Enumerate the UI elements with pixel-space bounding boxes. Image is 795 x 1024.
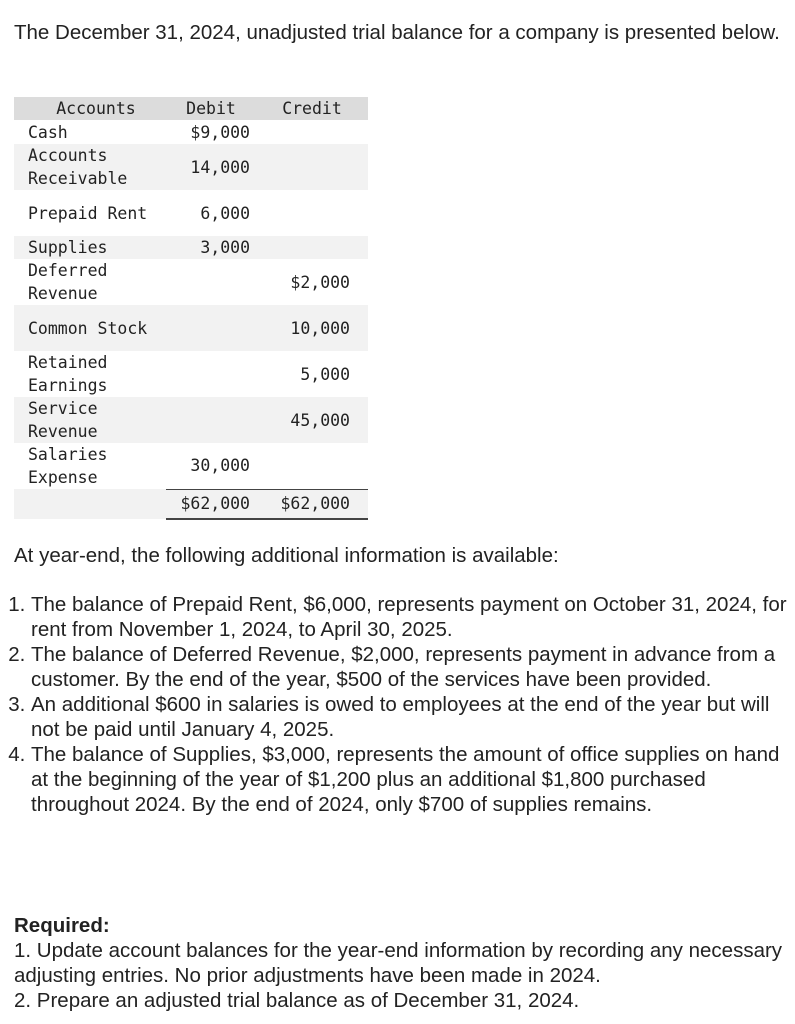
table-row <box>14 351 368 397</box>
required-title: Required: <box>14 914 110 937</box>
account-name: Accounts Receivable <box>14 144 166 190</box>
account-name: Cash <box>28 122 68 142</box>
list-item: 2. The balance of Deferred Revenue, $2,000, represents payment in advance from a customer. By the end of the year, $500 of the services have been provided. <box>31 642 790 692</box>
total-debit: $62,000 <box>166 489 256 519</box>
credit-value <box>256 120 368 144</box>
header-accounts: Accounts <box>14 97 166 120</box>
debit-value: 30,000 <box>190 456 250 476</box>
table-row <box>14 259 368 305</box>
credit-value: 5,000 <box>300 364 350 384</box>
list-item: 1. Update account balances for the year-end information by recording any necessary adjusting entries. No prior adjustments have been made in 2024. <box>14 939 783 987</box>
account-name: Prepaid Rent <box>28 203 148 223</box>
list-item: 3. An additional $600 in salaries is owed to employees at the end of the year but will not be paid until January 4, 2025. <box>31 692 790 742</box>
debit-value: 6,000 <box>200 203 250 223</box>
debit-value <box>166 259 256 305</box>
table-row <box>14 120 368 144</box>
debit-value <box>166 397 256 443</box>
header-credit: Credit <box>256 97 368 120</box>
list-item: 4. The balance of Supplies, $3,000, represents the amount of office supplies on hand at the beginning of the year of $1,200 plus an additional $1,800 purchased throughout 2024. By the end of 2024, only $700 of supplies remains. <box>31 742 790 817</box>
table-row <box>14 144 368 190</box>
debit-value: $9,000 <box>190 122 250 142</box>
account-name: Retained Earnings <box>28 353 108 395</box>
credit-value: $2,000 <box>290 272 350 292</box>
account-name: Service Revenue <box>14 397 166 443</box>
totals-row <box>14 489 368 519</box>
credit-value: 10,000 <box>256 305 368 351</box>
account-name: Supplies <box>14 236 166 259</box>
required-list <box>14 938 784 1013</box>
additional-info-heading: At year-end, the following additional information is available: <box>14 544 559 567</box>
totals-spacer <box>14 489 166 519</box>
list-item: 1. The balance of Prepaid Rent, $6,000, represents payment on October 31, 2024, for rent from November 1, 2024, to April 30, 2025. <box>31 592 790 642</box>
debit-value: 3,000 <box>166 236 256 259</box>
list-item: 2. Prepare an adjusted trial balance as of December 31, 2024. <box>14 989 580 1012</box>
intro-text: The December 31, 2024, unadjusted trial balance for a company is presented below. <box>14 21 780 44</box>
credit-value <box>256 443 368 489</box>
debit-value: 14,000 <box>166 144 256 190</box>
additional-info-list <box>0 592 790 817</box>
table-row <box>14 190 368 236</box>
account-name: Deferred Revenue <box>28 261 108 303</box>
debit-value <box>166 351 256 397</box>
table-row <box>14 397 368 443</box>
trial-balance-table <box>14 97 368 520</box>
table-header-row <box>14 97 368 120</box>
credit-value: 45,000 <box>256 397 368 443</box>
credit-value <box>256 236 368 259</box>
account-name: Common Stock <box>14 305 166 351</box>
account-name: Salaries Expense <box>28 445 108 487</box>
credit-value <box>256 144 368 190</box>
header-debit: Debit <box>166 97 256 120</box>
credit-value <box>256 190 368 236</box>
table-row <box>14 305 368 351</box>
table-row <box>14 236 368 259</box>
debit-value <box>166 305 256 351</box>
total-credit: $62,000 <box>256 489 368 519</box>
table-row <box>14 443 368 489</box>
